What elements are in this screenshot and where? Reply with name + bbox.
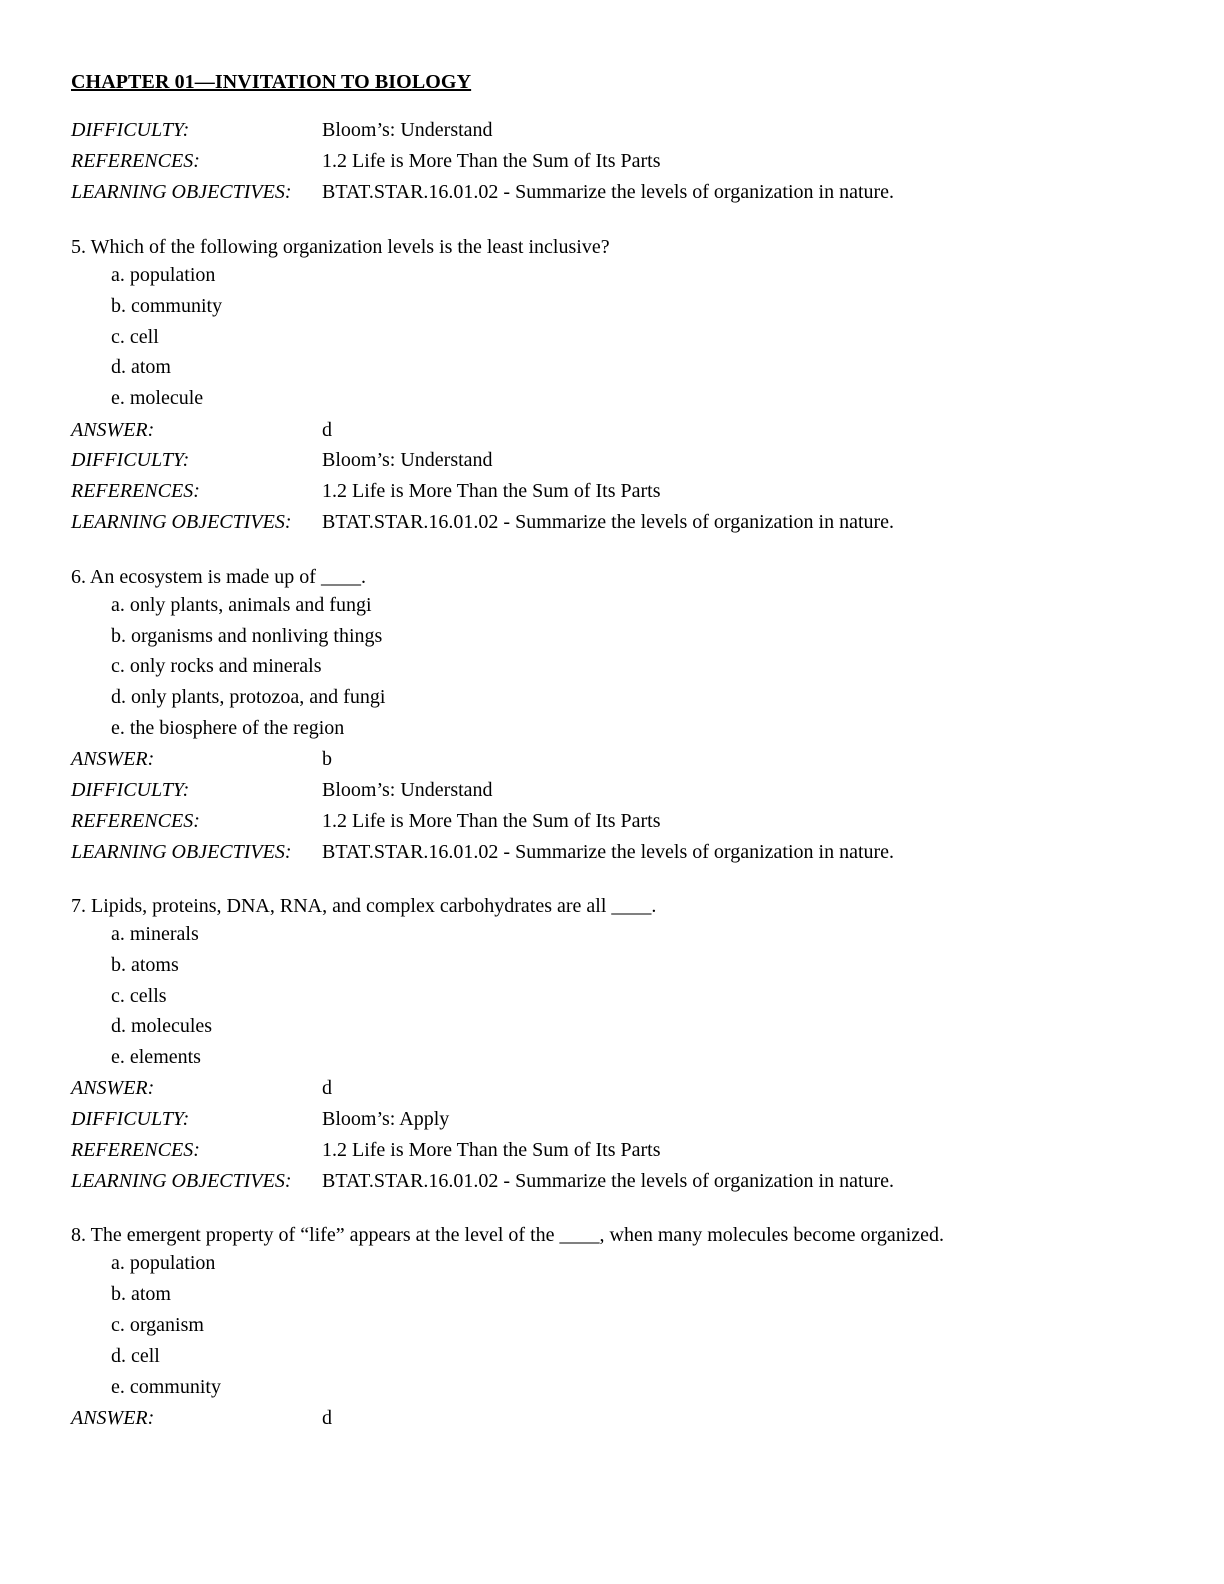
answer-option: e. molecule — [111, 387, 204, 409]
question-text: 6. An ecosystem is made up of ____. — [71, 566, 366, 588]
answer-value: b — [322, 748, 332, 770]
answer-option: b. atom — [111, 1283, 171, 1305]
references-label: REFERENCES: — [71, 810, 200, 832]
answer-option: d. atom — [111, 356, 171, 378]
answer-option: c. cells — [111, 985, 167, 1007]
question-text: 8. The emergent property of “life” appears at the level of the ____, when many molecules become organized. — [71, 1224, 945, 1246]
objectives-label: LEARNING OBJECTIVES: — [71, 181, 292, 203]
answer-label: ANSWER: — [71, 1077, 155, 1099]
objectives-value: BTAT.STAR.16.01.02 - Summarize the levels of organization in nature. — [322, 841, 895, 863]
objectives-label: LEARNING OBJECTIVES: — [71, 1170, 292, 1192]
difficulty-value: Bloom’s: Understand — [322, 119, 493, 141]
answer-option: a. population — [111, 264, 216, 286]
objectives-value: BTAT.STAR.16.01.02 - Summarize the levels of organization in nature. — [322, 511, 895, 533]
references-label: REFERENCES: — [71, 150, 200, 172]
references-value: 1.2 Life is More Than the Sum of Its Parts — [322, 810, 661, 832]
difficulty-label: DIFFICULTY: — [71, 119, 190, 141]
answer-option: e. the biosphere of the region — [111, 717, 345, 739]
answer-option: c. organism — [111, 1314, 204, 1336]
answer-option: a. population — [111, 1252, 216, 1274]
chapter-title: CHAPTER 01—INVITATION TO BIOLOGY — [71, 71, 472, 93]
answer-option: e. community — [111, 1376, 221, 1398]
answer-label: ANSWER: — [71, 419, 155, 441]
objectives-label: LEARNING OBJECTIVES: — [71, 841, 292, 863]
difficulty-label: DIFFICULTY: — [71, 1108, 190, 1130]
answer-value: d — [322, 419, 332, 441]
answer-value: d — [322, 1407, 332, 1429]
difficulty-value: Bloom’s: Understand — [322, 779, 493, 801]
answer-option: d. molecules — [111, 1015, 213, 1037]
answer-option: c. cell — [111, 326, 159, 348]
answer-option: c. only rocks and minerals — [111, 655, 322, 677]
answer-label: ANSWER: — [71, 748, 155, 770]
answer-value: d — [322, 1077, 332, 1099]
objectives-value: BTAT.STAR.16.01.02 - Summarize the levels of organization in nature. — [322, 1170, 895, 1192]
difficulty-label: DIFFICULTY: — [71, 449, 190, 471]
difficulty-value: Bloom’s: Apply — [322, 1108, 450, 1130]
answer-option: b. organisms and nonliving things — [111, 625, 383, 647]
answer-label: ANSWER: — [71, 1407, 155, 1429]
question-text: 5. Which of the following organization levels is the least inclusive? — [71, 236, 610, 258]
answer-option: b. atoms — [111, 954, 179, 976]
answer-option: a. minerals — [111, 923, 199, 945]
references-value: 1.2 Life is More Than the Sum of Its Parts — [322, 480, 661, 502]
objectives-label: LEARNING OBJECTIVES: — [71, 511, 292, 533]
difficulty-value: Bloom’s: Understand — [322, 449, 493, 471]
references-value: 1.2 Life is More Than the Sum of Its Parts — [322, 1139, 661, 1161]
references-value: 1.2 Life is More Than the Sum of Its Parts — [322, 150, 661, 172]
references-label: REFERENCES: — [71, 480, 200, 502]
answer-option: d. cell — [111, 1345, 160, 1367]
question-text: 7. Lipids, proteins, DNA, RNA, and complex carbohydrates are all ____. — [71, 895, 657, 917]
answer-option: a. only plants, animals and fungi — [111, 594, 372, 616]
answer-option: d. only plants, protozoa, and fungi — [111, 686, 386, 708]
objectives-value: BTAT.STAR.16.01.02 - Summarize the levels of organization in nature. — [322, 181, 895, 203]
difficulty-label: DIFFICULTY: — [71, 779, 190, 801]
references-label: REFERENCES: — [71, 1139, 200, 1161]
answer-option: b. community — [111, 295, 223, 317]
answer-option: e. elements — [111, 1046, 201, 1068]
